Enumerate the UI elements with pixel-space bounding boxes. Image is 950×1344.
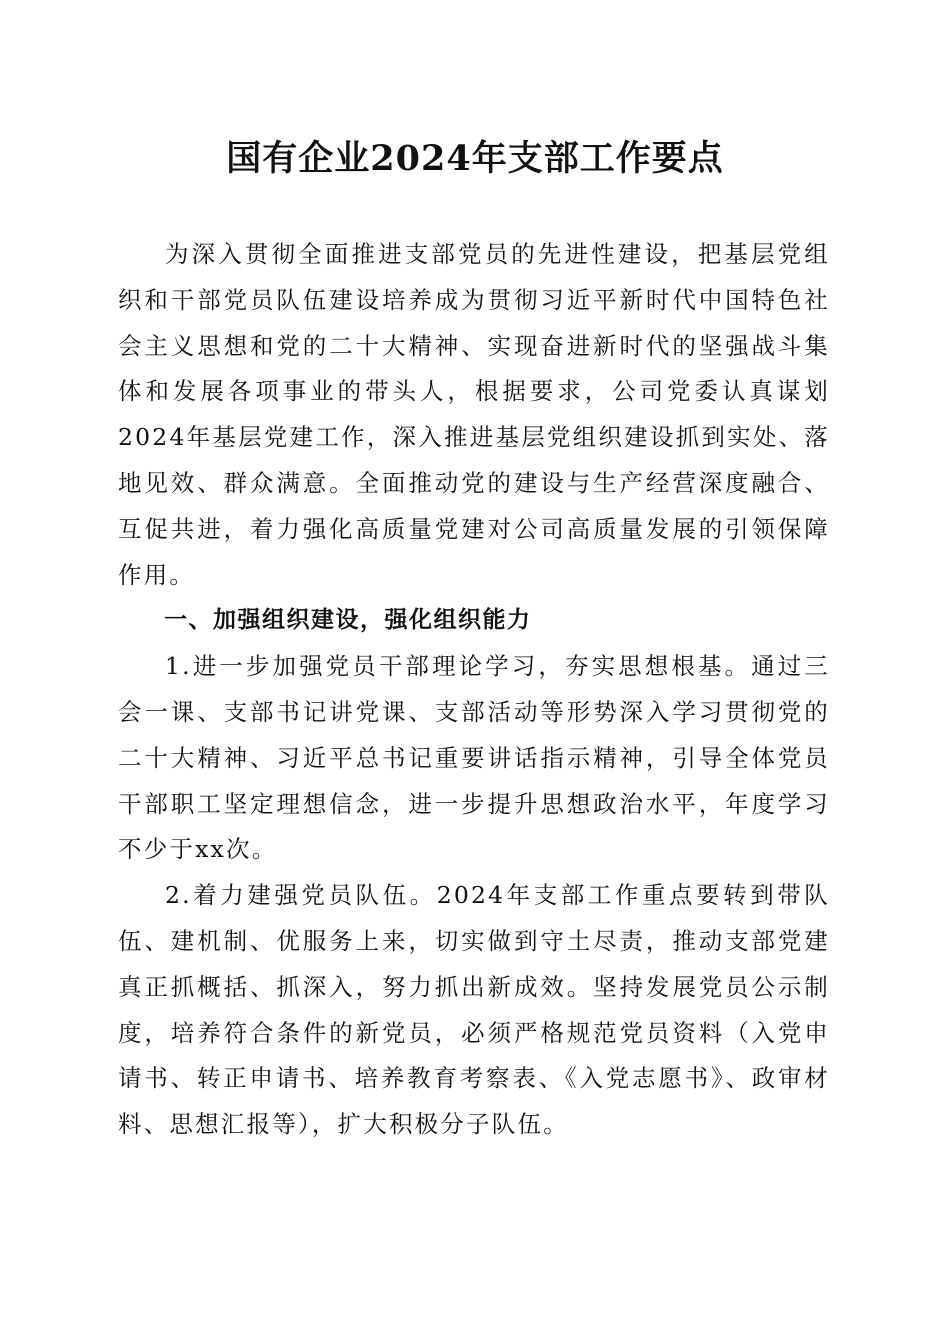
intro-paragraph: 为深入贯彻全面推进支部党员的先进性建设，把基层党组织和干部党员队伍建设培养成为贯彻习近平新时代中国特色社会主义思想和党的二十大精神、实现奋进新时代的坚强战斗集体和发展各项事业的带头人，根据要求，公司党委认真谋划2024年基层党建工作，深入推进基层党组织建设抓到实处、落地见效、群众满意。全面推动党的建设与生产经营深度融合、互促共进，着力强化高质量党建对公司高质量发展的引领保障作用。 [118,240,830,589]
document-body [118,232,830,1148]
section-item-1: 1.进一步加强党员干部理论学习，夯实思想根基。通过三会一课、支部书记讲党课、支部活动等形势深入学习贯彻党的二十大精神、习近平总书记重要讲话指示精神，引导全体党员干部职工坚定理想信念，进一步提升思想政治水平，年度学习不少于xx次。 [118,652,830,864]
section-item-2: 2.着力建强党员队伍。2024年支部工作重点要转到带队伍、建机制、优服务上来，切实做到守土尽责，推动支部党建真正抓概括、抓深入，努力抓出新成效。坚持发展党员公示制度，培养符合条件的新党员，必须严格规范党员资料（入党申请书、转正申请书、培养教育考察表、《入党志愿书》、政审材料、思想汇报等），扩大积极分子队伍。 [118,881,830,1139]
section-heading: 一、加强组织建设，强化组织能力 [164,607,532,634]
document-title: 国有企业2024年支部工作要点 [226,138,724,179]
